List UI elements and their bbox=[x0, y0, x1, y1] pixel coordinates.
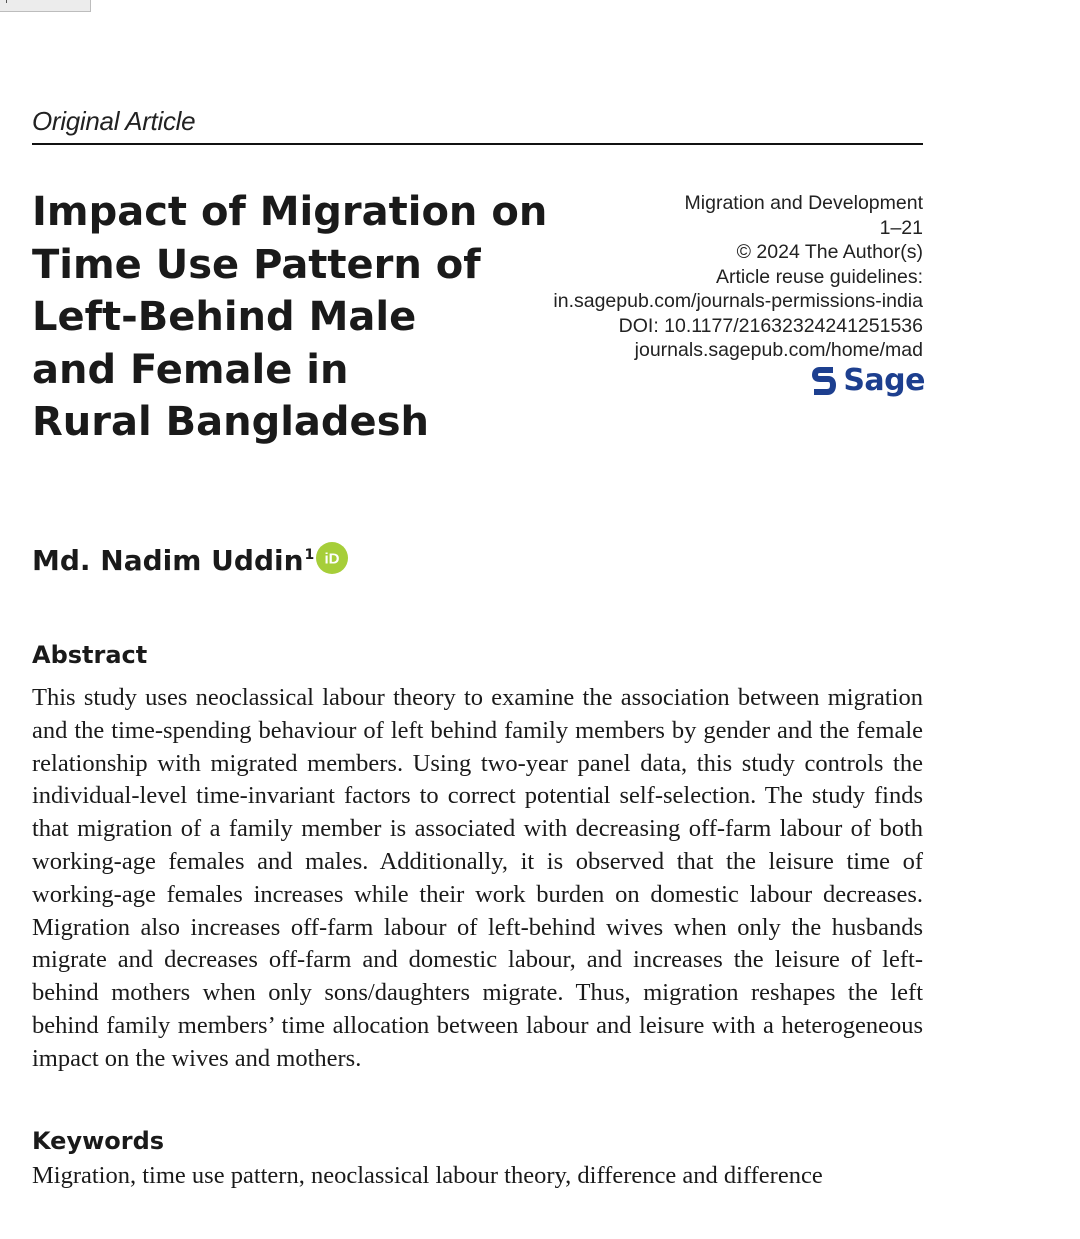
reuse-guidelines-label: Article reuse guidelines: bbox=[715, 265, 923, 288]
reuse-guidelines-link[interactable]: in.sagepub.com/journals-permissions-india bbox=[553, 290, 923, 312]
sage-s-icon bbox=[811, 364, 837, 398]
header-divider bbox=[32, 143, 923, 145]
abstract-heading: Abstract bbox=[32, 641, 148, 669]
title-line: Left-Behind Male bbox=[32, 294, 417, 340]
journal-info-block bbox=[553, 191, 923, 363]
affiliation-mark: 1 bbox=[304, 547, 315, 563]
doi-link[interactable]: DOI: 10.1177/21632324241251536 bbox=[618, 314, 923, 337]
title-line: Time Use Pattern of bbox=[32, 241, 481, 288]
title-line: and Female in bbox=[32, 346, 349, 393]
copyright-notice: © 2024 The Author(s) bbox=[736, 241, 923, 263]
tab-mark bbox=[6, 0, 7, 3]
orcid-badge-text: iD bbox=[324, 550, 340, 568]
sage-logo bbox=[811, 363, 925, 399]
title-line: Impact of Migration on bbox=[32, 189, 548, 235]
title-line: Rural Bangladesh bbox=[32, 399, 429, 445]
orcid-icon[interactable] bbox=[316, 542, 348, 574]
abstract-text: This study uses neoclassical labour theory to examine the association between migration and the time-spending behaviour of left behind family members by gender and the female relationship with migrated members. Using two-year panel data, this study controls the individual-level time-invariant factors to correct potential self-selection. The study finds that migration of a family member is associated with decreasing off-farm labour of both working-age females and males. Additionally, it is observed that the leisure time of working-age females increases while their work burden on domestic labour decreases. Migration also increases off-farm labour of left-behind wives when only the husbands migrate and decreases off-farm and domestic labour, and increases the leisure of left-behind mothers when only sons/daughters migrate. Thus, migration reshapes the left behind family members’ time allocation between labour and leisure with a heterogeneous impact on the wives and mothers. bbox=[32, 684, 923, 1072]
journal-homepage-link[interactable]: journals.sagepub.com/home/mad bbox=[634, 339, 923, 361]
viewer-top-tab[interactable] bbox=[0, 0, 91, 12]
article-title bbox=[32, 186, 552, 449]
article-type-label: Original Article bbox=[32, 106, 196, 136]
journal-name: Migration and Development bbox=[684, 192, 923, 214]
keywords-heading: Keywords bbox=[32, 1127, 165, 1155]
keywords-text: Migration, time use pattern, neoclassical labour theory, difference and difference bbox=[32, 1162, 823, 1189]
author-line bbox=[32, 541, 348, 581]
publisher-name: Sage bbox=[843, 363, 925, 398]
page-range: 1–21 bbox=[879, 216, 923, 239]
author-name: Md. Nadim Uddin bbox=[32, 544, 304, 577]
